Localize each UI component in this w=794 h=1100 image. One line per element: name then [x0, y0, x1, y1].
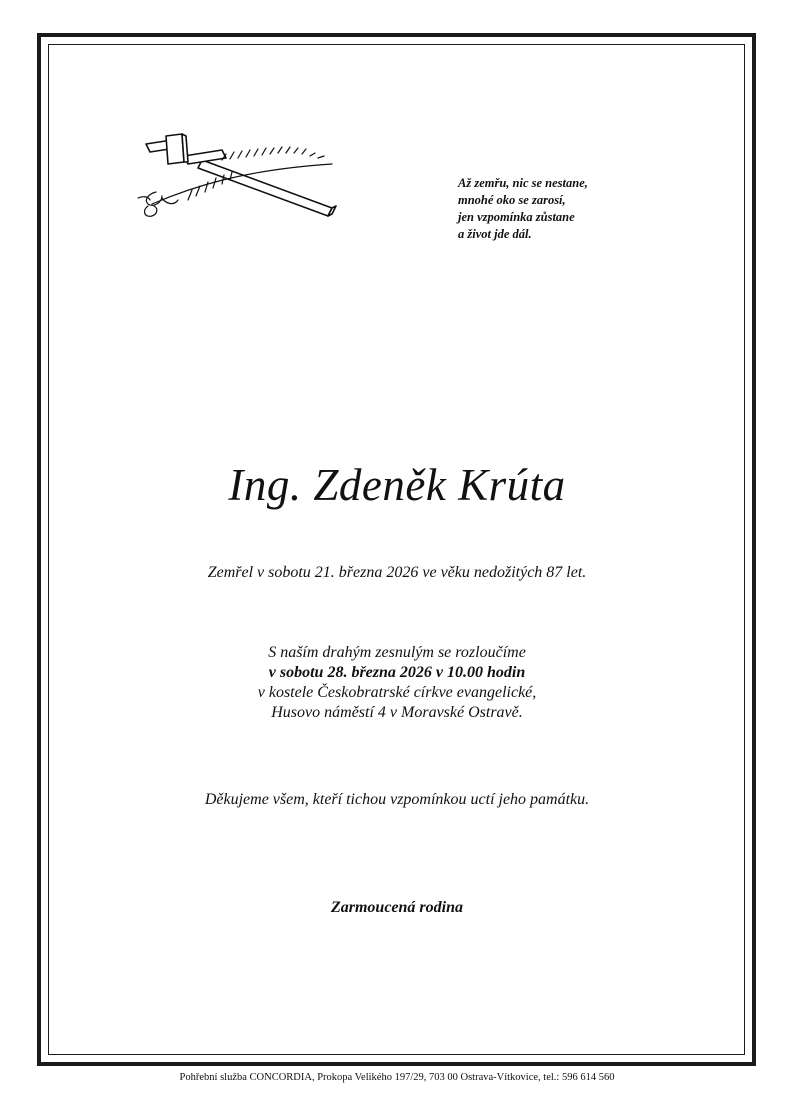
- death-notice: Zemřel v sobotu 21. března 2026 ve věku nedožitých 87 let.: [207, 564, 587, 581]
- cross-with-palm-branch-icon: [132, 132, 347, 232]
- funeral-details: [0, 643, 794, 723]
- poem-line: a život jde dál.: [458, 227, 532, 241]
- poem-line: mnohé oko se zarosí,: [458, 193, 566, 207]
- thanks-text: Děkujeme všem, kteří tichou vzpomínkou uctí jeho památku.: [204, 791, 590, 808]
- footer-funeral-service: Pohřební služba CONCORDIA, Prokopa Velikého 197/29, 703 00 Ostrava-Vítkovice, tel.: 596 614 560: [179, 1072, 615, 1083]
- poem: [458, 175, 698, 243]
- funeral-date-time: v sobotu 28. března 2026 v 10.00 hodin: [268, 664, 526, 681]
- signature: Zarmoucená rodina: [330, 899, 463, 916]
- poem-line: jen vzpomínka zůstane: [458, 210, 575, 224]
- poem-line: Až zemřu, nic se nestane,: [458, 176, 588, 190]
- deceased-name: Ing. Zdeněk Krúta: [228, 460, 566, 510]
- funeral-venue: v kostele Českobratrské církve evangelické,: [257, 684, 537, 701]
- funeral-line: S naším drahým zesnulým se rozloučíme: [268, 644, 526, 661]
- funeral-address: Husovo náměstí 4 v Moravské Ostravě.: [271, 704, 523, 721]
